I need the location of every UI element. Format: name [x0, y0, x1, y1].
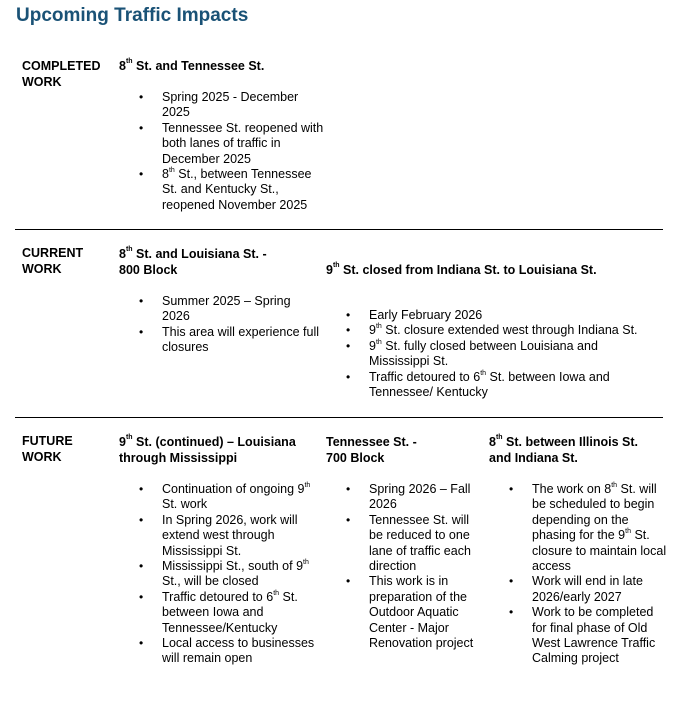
list-item: • Traffic detoured to 6th St. between Iowa and Tennessee/Kentucky	[119, 590, 319, 636]
column-heading: 8th St. and Louisiana St. - 800 Block	[119, 246, 267, 277]
list-item: • Tennessee St. reopened with both lanes of traffic in December 2025	[119, 121, 329, 167]
label-line: WORK	[22, 75, 62, 89]
bullet-list	[119, 294, 319, 356]
column-heading: 8th St. and Tennessee St.	[119, 58, 265, 73]
label-line: WORK	[22, 450, 62, 464]
list-item: • Work to be completed for final phase of Old West Lawrence Traffic Calming project	[489, 605, 669, 667]
current-col-9th-closed	[326, 262, 656, 400]
column-heading: 9th St. (continued) – Louisiana through Mississippi	[119, 434, 296, 465]
future-col-9th-continued	[119, 434, 319, 667]
list-item: • Local access to businesses will remain open	[119, 636, 319, 667]
bullet-list	[119, 482, 319, 667]
bullet-list	[119, 90, 329, 213]
label-line: WORK	[22, 262, 62, 276]
page-title: Upcoming Traffic Impacts	[16, 5, 249, 26]
list-item: • The work on 8th St. will be scheduled to begin depending on the phasing for the 9th St. closure to maintain local access	[489, 482, 669, 574]
list-item: • Continuation of ongoing 9th St. work	[119, 482, 319, 513]
list-item: • This work is in preparation of the Outdoor Aquatic Center - Major Renovation project	[326, 574, 481, 651]
list-item: • 9th St. closure extended west through Indiana St.	[326, 323, 656, 338]
list-item: • Traffic detoured to 6th St. between Iowa and Tennessee/ Kentucky	[326, 370, 656, 401]
bullet-list	[489, 482, 669, 667]
list-item: • 8th St., between Tennessee St. and Kentucky St., reopened November 2025	[119, 167, 329, 213]
section-divider	[15, 229, 663, 230]
current-col-8th-louisiana	[119, 246, 319, 356]
section-label-future	[22, 433, 73, 465]
bullet-list	[326, 482, 481, 651]
section-label-completed	[22, 58, 100, 90]
list-item: • Early February 2026	[326, 308, 656, 323]
list-item: • In Spring 2026, work will extend west through Mississippi St.	[119, 513, 319, 559]
list-item: • Spring 2025 - December 2025	[119, 90, 329, 121]
column-heading: 8th St. between Illinois St. and Indiana St.	[489, 434, 638, 465]
list-item: • 9th St. fully closed between Louisiana and Mississippi St.	[326, 339, 656, 370]
list-item: • Spring 2026 – Fall 2026	[326, 482, 481, 513]
list-item: • This area will experience full closures	[119, 325, 319, 356]
list-item: • Mississippi St., south of 9th St., will be closed	[119, 559, 319, 590]
list-item: • Summer 2025 – Spring 2026	[119, 294, 319, 325]
list-item: • Work will end in late 2026/early 2027	[489, 574, 669, 605]
section-label-current	[22, 245, 83, 277]
label-line: CURRENT	[22, 246, 84, 260]
section-divider	[15, 417, 663, 418]
label-line: FUTURE	[22, 434, 73, 448]
heading-line: Tennessee St. -	[326, 435, 417, 449]
future-col-tennessee-700	[326, 434, 481, 651]
label-line: COMPLETED	[22, 59, 101, 73]
heading-line: 700 Block	[326, 451, 385, 465]
completed-col-8th-tennessee	[119, 58, 329, 213]
column-heading	[326, 434, 481, 466]
column-heading: 9th St. closed from Indiana St. to Louisiana St.	[326, 262, 597, 277]
bullet-list	[326, 308, 656, 400]
future-col-8th-illinois	[489, 434, 669, 667]
list-item: • Tennessee St. will be reduced to one lane of traffic each direction	[326, 513, 481, 575]
